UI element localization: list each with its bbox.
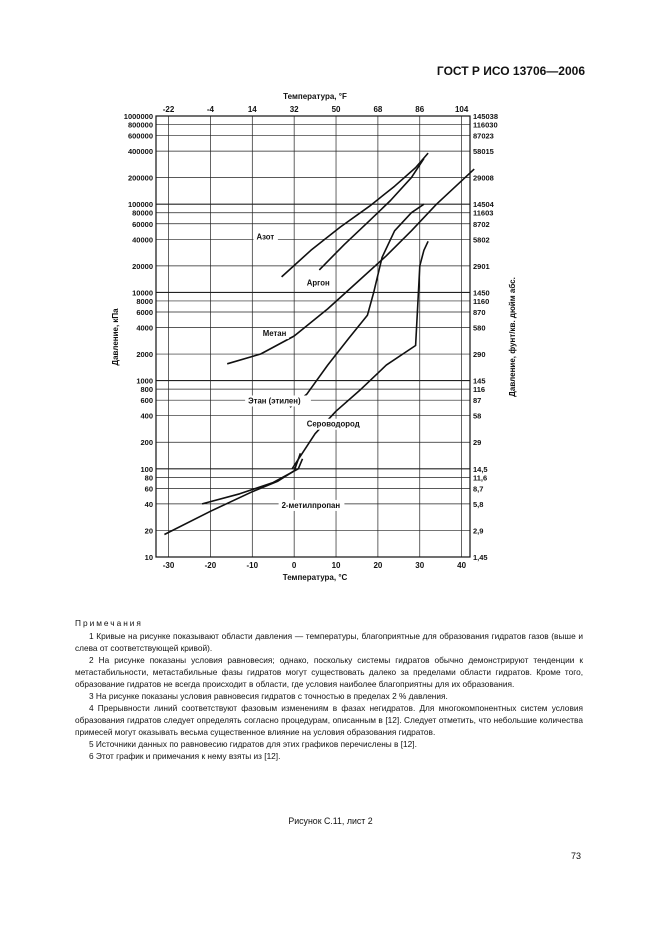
left-tick-label: 8000 (136, 296, 153, 306)
right-tick-label: 11,6 (473, 473, 488, 483)
curve-label: Азот (256, 232, 275, 242)
curve-label: Аргон (306, 278, 330, 288)
notes-title: Примечания (75, 618, 143, 628)
left-tick-label: 20 (144, 526, 153, 536)
left-tick-label: 80000 (132, 208, 153, 218)
left-tick-label: 2000 (136, 350, 153, 360)
left-tick-label: 10 (144, 553, 153, 562)
note-item: 6 Этот график и примечания к нему взяты из [12]. (89, 751, 281, 761)
left-tick-label: 400 (140, 411, 153, 421)
figure-caption: Рисунок С.11, лист 2 (288, 816, 373, 826)
series-line-Этан-(этилен) (290, 204, 424, 407)
x-tick-label: 10 (331, 561, 341, 570)
series-line-Сероводород (292, 241, 428, 468)
right-tick-label: 116030 (473, 120, 498, 130)
right-tick-label: 870 (473, 307, 486, 317)
document-header: ГОСТ Р ИСО 13706—2006 (436, 64, 585, 78)
left-tick-label: 400000 (127, 147, 153, 157)
right-tick-label: 145038 (473, 112, 499, 121)
left-tick-label: 600 (140, 396, 153, 406)
x-tick-label: -20 (204, 561, 217, 570)
right-tick-label: 2,9 (473, 526, 484, 536)
chart-grid (156, 116, 470, 557)
x-axis-label-bottom: Температура, °C (282, 573, 348, 582)
top-tick-label: 86 (415, 105, 425, 114)
left-tick-label: 200 (140, 438, 153, 448)
x-tick-label: -30 (162, 561, 175, 570)
series-line-2-метилпропан (164, 453, 300, 534)
right-tick-label: 116 (473, 385, 486, 395)
x-axis-label-top: Температура, °F (283, 92, 347, 101)
right-tick-label: 1160 (473, 296, 490, 306)
left-tick-label: 800 (140, 385, 153, 395)
note-item: 4 Прерывности линий соответствуют фазовым изменениям в фазах негидратов. Для многокомпонентных систем условия образования гидратов следует определять согласно процедурам, описанным в [12]. Следует отметить, что небольшие количества примесей могут оказывать весьма существенное влияние на условия образования гидратов. (75, 703, 583, 737)
left-tick-label: 800000 (127, 120, 153, 130)
right-tick-label: 1450 (473, 288, 490, 298)
left-tick-label: 20000 (132, 261, 153, 271)
left-tick-label: 60000 (132, 219, 153, 229)
note-item: 5 Источники данных по равновесию гидратов для этих графиков перечислены в [12]. (89, 739, 417, 749)
series-line-Азот (282, 153, 429, 277)
notes-block (75, 617, 583, 762)
left-tick-label: 40000 (132, 235, 153, 245)
curve-label: Сероводород (306, 419, 360, 429)
right-tick-label: 2901 (473, 261, 490, 271)
left-tick-label: 100 (140, 464, 153, 474)
left-tick-label: 10000 (132, 288, 153, 298)
curve-label: Метан (262, 329, 287, 339)
top-tick-label: 104 (454, 105, 469, 114)
left-tick-label: 4000 (136, 323, 153, 333)
note-item: 1 Кривые на рисунке показывают области давления — температуры, благоприятные для образования гидратов газов (выше и слева от соответствующей кривой). (75, 631, 583, 653)
right-tick-label: 1,45 (473, 553, 488, 562)
right-tick-label: 580 (473, 323, 486, 333)
right-tick-label: 145 (473, 376, 486, 386)
right-tick-label: 29008 (473, 173, 494, 183)
top-tick-label: -4 (206, 105, 214, 114)
right-tick-label: 58015 (473, 147, 494, 157)
right-tick-label: 14,5 (473, 464, 488, 474)
left-tick-label: 100000 (127, 200, 153, 210)
top-tick-label: 14 (247, 105, 257, 114)
top-tick-label: 32 (289, 105, 299, 114)
right-tick-label: 29 (473, 438, 482, 448)
right-tick-label: 14504 (473, 200, 494, 210)
x-tick-label: -10 (246, 561, 259, 570)
right-tick-label: 87023 (473, 131, 494, 141)
left-tick-label: 6000 (136, 307, 153, 317)
top-tick-label: -22 (162, 105, 175, 114)
left-tick-label: 600000 (127, 131, 153, 141)
left-tick-label: 1000 (136, 376, 153, 386)
x-tick-label: 20 (373, 561, 383, 570)
right-tick-label: 11603 (473, 208, 494, 218)
x-tick-label: 0 (291, 561, 297, 570)
left-tick-label: 40 (144, 499, 153, 509)
page-number: 73 (571, 851, 582, 861)
plot-frame (156, 116, 470, 557)
right-tick-label: 8702 (473, 219, 490, 229)
note-item: 3 На рисунке показаны условия равновесия гидратов с точностью в пределах 2 % давления. (89, 691, 448, 701)
left-tick-label: 200000 (127, 173, 153, 183)
right-tick-label: 5,8 (473, 499, 484, 509)
y-axis-label-left: Давление, кПа (111, 308, 120, 366)
note-item: 2 На рисунке показаны условия равновесия; однако, поскольку системы гидратов обычно демонстрируют тенденции к метастабильности, метастабильные фазы гидратов могут существовать далеко за пределами области гидратов. Кроме того, образование гидратов не всегда происходит в области, где условия наиболее благоприятны для их образования. (75, 655, 583, 689)
curve-label: Этан (этилен) (248, 396, 301, 406)
right-tick-label: 87 (473, 396, 482, 406)
right-tick-label: 8,7 (473, 484, 484, 494)
left-tick-label: 60 (144, 484, 153, 494)
x-tick-label: 30 (415, 561, 425, 570)
curve-label: 2-метилпропан (281, 500, 341, 510)
right-tick-label: 5802 (473, 235, 490, 245)
left-tick-label: 1000000 (123, 112, 153, 121)
left-tick-label: 80 (144, 473, 153, 483)
top-tick-label: 50 (331, 105, 341, 114)
right-tick-label: 290 (473, 350, 486, 360)
top-tick-label: 68 (373, 105, 383, 114)
x-tick-label: 40 (457, 561, 467, 570)
right-tick-label: 58 (473, 411, 482, 421)
y-axis-label-right: Давление, фунт/кв. дюйм абс. (508, 277, 517, 397)
